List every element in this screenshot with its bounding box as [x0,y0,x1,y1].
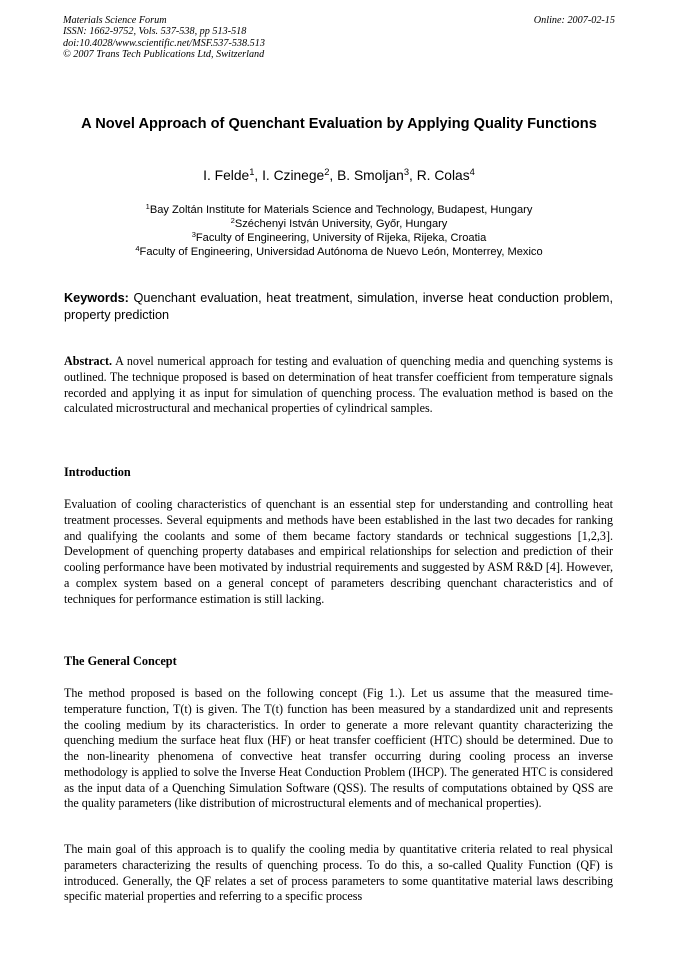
affiliation-list [64,201,614,260]
affiliation-mark: 1 [145,201,150,211]
affiliation-text: Faculty of Engineering, University of Rijeka, Rijeka, Croatia [195,231,487,244]
author-separator: , [329,168,338,183]
author-separator: , [409,168,417,183]
section-heading-general-concept: The General Concept [64,654,177,668]
author-affiliation-mark: 1 [249,166,255,177]
issn-line: ISSN: 1662-9752, Vols. 537-538, pp 513-518 [63,26,247,38]
section-heading-introduction: Introduction [64,465,131,479]
doi-line[interactable]: doi:10.4028/www.scientific.net/MSF.537-538.513 [63,37,265,49]
general-concept-paragraph-1: The method proposed is based on the following concept (Fig 1.). Let us assume that the measured time-temperature function, T(t) is given. The T(t) function has been measured by a standardized unit and represents the cooling medium by its characteristics. In order to generate a more relevant quantity characterizing the quenching medium the surface heat flux (HF) or heat transfer coefficient (HTC) should be determined. Due to the non-linearity phenomena of convective heat transfer occurring during cooling process an inverse methodology is applied to solve the Inverse Heat Conduction Problem (IHCP). The generated HTC is considered as the input data of a Quenching Simulation Software (QSS). The results of computations obtained by QSS are the quality parameters (like distribution of microstructural elements and of mechanical properties). [64,686,613,811]
author-affiliation-mark: 2 [324,166,330,177]
online-date: Online: 2007-02-15 [533,15,615,26]
abstract-text: A novel numerical approach for testing and evaluation of quenching media and quenching systems is outlined. The technique proposed is based on determination of heat transfer coefficient from temperature signals recorded and applying it as input for simulation of quenching process. The evaluation method is based on the calculated microstructural and mechanical properties of cylindrical samples. [64,354,613,416]
author-list [64,167,614,185]
affiliation-text: Széchenyi István University, Győr, Hungary [234,217,448,230]
author-name: I. Czinege [262,168,325,183]
affiliation-mark: 3 [191,229,196,239]
abstract-label: Abstract. [64,354,113,368]
author-name: B. Smoljan [337,168,404,183]
author [417,168,475,183]
author-name: R. Colas [416,168,470,183]
author [262,168,329,183]
author-separator: , [254,168,263,183]
keywords-label: Keywords: [64,291,129,305]
introduction-paragraph: Evaluation of cooling characteristics of quenchant is an essential step for understanding and controlling heat treatment processes. Several equipments and methods have been established in the last two decades for ranking and qualifying the coolants and some of them became factory standards or technical suggestions [1,2,3]. Development of quenching property databases and empirical relationships for selection and prediction of their cooling performance have been motivated by industrial requirements and suggested by ASM R&D [4]. However, a complex system based on a general concept of parameters describing quenchant characteristics and of techniques for performance estimation is still lacking. [64,497,613,606]
affiliation [64,215,614,232]
affiliation [64,243,614,260]
author [337,168,409,183]
affiliation-text: Bay Zoltán Institute for Materials Science and Technology, Budapest, Hungary [149,204,533,216]
affiliation [64,229,614,246]
copyright-line: © 2007 Trans Tech Publications Ltd, Switzerland [63,48,265,60]
affiliation-text: Faculty of Engineering, Universidad Autónoma de Nuevo León, Monterrey, Mexico [139,245,543,258]
paper-title: A Novel Approach of Quenchant Evaluation by Applying Quality Functions [81,116,597,132]
affiliation-mark: 2 [230,215,235,225]
author-affiliation-mark: 3 [403,166,410,177]
author [203,168,254,183]
abstract [64,354,613,417]
author-affiliation-mark: 4 [469,166,475,177]
keywords-text: Quenchant evaluation, heat treatment, simulation, inverse heat conduction problem, property prediction [64,291,613,323]
affiliation [64,201,614,218]
general-concept-paragraph-2: The main goal of this approach is to qualify the cooling media by quantitative criteria related to real physical parameters characterizing the results of quenching process. To do this, a so-called Quality Function (QF) is introduced. Generally, the QF relates a set of process parameters to some quantitative material laws describing specific material properties and referring to a specific process [64,842,613,904]
author-name: I. Felde [203,168,250,183]
keywords [64,290,613,325]
affiliation-mark: 4 [135,243,140,253]
journal-name: Materials Science Forum [63,15,167,26]
publication-info [63,15,483,60]
